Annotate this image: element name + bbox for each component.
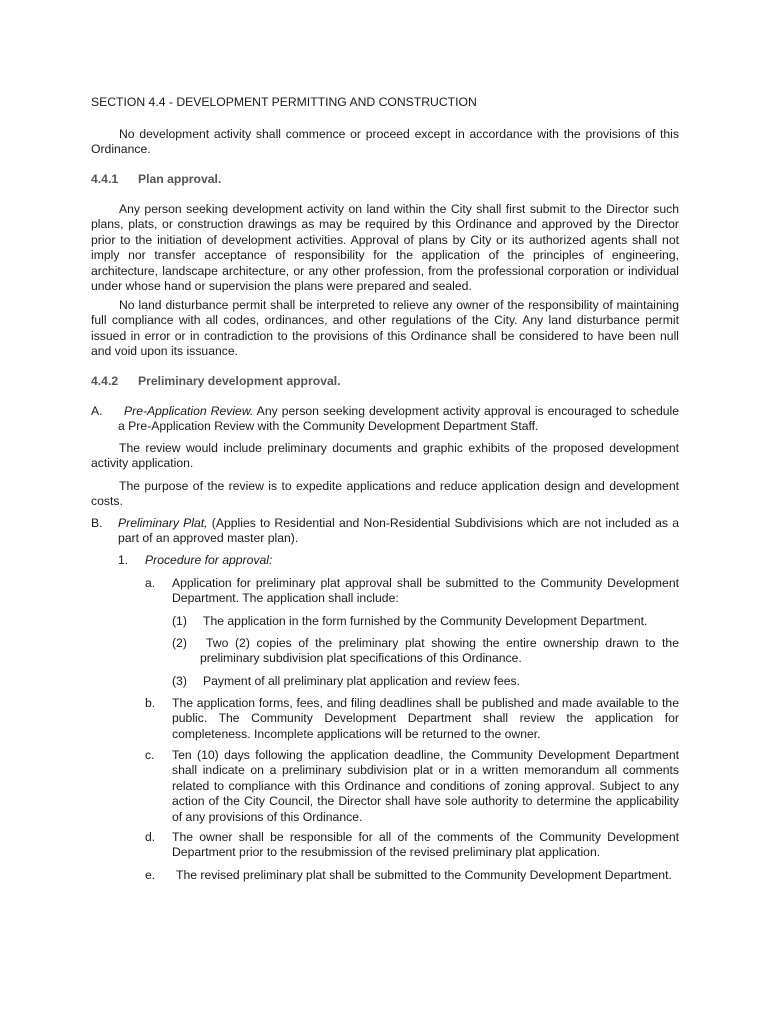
item-c-sub-text: Ten (10) days following the application deadline, the Community Development Department shall indicate on a preliminary subdivision plat or in a written memorandum all comments related to compliance with this Ordinance and conditions of zoning approval. Subject to any action of the City Council, the Director shall have sole authority to determine the applicability of any provisions of this Ordinance. bbox=[172, 748, 679, 824]
item-d-sub-label: d. bbox=[145, 830, 156, 844]
heading-4-4-2 bbox=[91, 374, 341, 388]
section-title: SECTION 4.4 - DEVELOPMENT PERMITTING AND CONSTRUCTION bbox=[91, 95, 477, 109]
procedure-for-approval bbox=[145, 553, 272, 568]
preliminary-plat bbox=[118, 516, 679, 547]
item-a-sub-label: a. bbox=[145, 576, 156, 590]
heading-title: Plan approval. bbox=[138, 172, 222, 186]
pre-application-review-title: Pre-Application Review. bbox=[124, 404, 254, 418]
item-d-sub-text: The owner shall be responsible for all of the comments of the Community Development Department prior to the resubmission of the revised preliminary plat application. bbox=[172, 830, 679, 860]
item-e-sub-label: e. bbox=[145, 868, 156, 882]
heading-number: 4.4.1 bbox=[91, 172, 119, 186]
review-paragraph: The review would include preliminary documents and graphic exhibits of the proposed development activity application. bbox=[91, 441, 679, 471]
pre-application-review bbox=[118, 404, 679, 435]
procedure-title: Procedure for approval: bbox=[145, 553, 273, 567]
item-a-label: A. bbox=[91, 404, 103, 418]
item-a1-text: The application in the form furnished by the Community Development Department. bbox=[203, 614, 648, 628]
item-b-label: B. bbox=[91, 516, 103, 530]
item-b-sub-text: The application forms, fees, and filing deadlines shall be published and made available to the public. The Community Development Department shall review the application for completeness. Incomplete applications will be returned to the owner. bbox=[172, 696, 679, 741]
heading-title: Preliminary development approval. bbox=[138, 374, 341, 388]
preliminary-plat-title: Preliminary Plat, bbox=[118, 516, 208, 530]
pre-application-review-text: Any person seeking development activity approval is encouraged to schedule a Pre-Application Review with the Community Development Department Staff. bbox=[118, 404, 679, 434]
item-1-label: 1. bbox=[118, 553, 129, 567]
item-e-sub-text: The revised preliminary plat shall be submitted to the Community Development Department. bbox=[176, 868, 672, 882]
item-a2-text: Two (2) copies of the preliminary plat showing the entire ownership drawn to the preliminary subdivision plat specifications of this Ordinance. bbox=[200, 636, 679, 666]
intro-paragraph: No development activity shall commence or proceed except in accordance with the provisions of this Ordinance. bbox=[91, 127, 679, 157]
item-a3-text: Payment of all preliminary plat application and review fees. bbox=[203, 674, 521, 688]
plan-approval-paragraph-2: No land disturbance permit shall be interpreted to relieve any owner of the responsibility of maintaining full compliance with all codes, ordinances, and other regulations of the City. Any land disturbance permit issued in error or in contradiction to the provisions of this Ordinance shall be considered to have been null and void upon its issuance. bbox=[91, 298, 679, 359]
item-a3-label: (3) bbox=[172, 674, 187, 688]
plan-approval-paragraph-1: Any person seeking development activity on land within the City shall first submit to the Director such plans, plats, or construction drawings as may be required by this Ordinance and approved by the Director prior to the initiation of development activities. Approval of plans by City or its authorized agents shall not imply nor transfer acceptance of responsibility for the application of the principles of engineering, architecture, landscape architecture, or any other profession, from the professional corporation or individual under whose hand or supervision the plans were prepared and sealed. bbox=[91, 202, 679, 294]
item-b-sub-label: b. bbox=[145, 696, 156, 710]
preliminary-plat-text: (Applies to Residential and Non-Residential Subdivisions which are not included as a part of an approved master plan). bbox=[118, 516, 679, 546]
item-a-sub-text: Application for preliminary plat approval shall be submitted to the Community Development Department. The application shall include: bbox=[172, 576, 679, 606]
heading-number: 4.4.2 bbox=[91, 374, 119, 388]
item-a2-label: (2) bbox=[172, 636, 187, 650]
heading-4-4-1 bbox=[91, 172, 221, 186]
item-c-sub-label: c. bbox=[145, 748, 155, 762]
purpose-paragraph: The purpose of the review is to expedite applications and reduce application design and development costs. bbox=[91, 479, 679, 509]
item-a1-label: (1) bbox=[172, 614, 187, 628]
